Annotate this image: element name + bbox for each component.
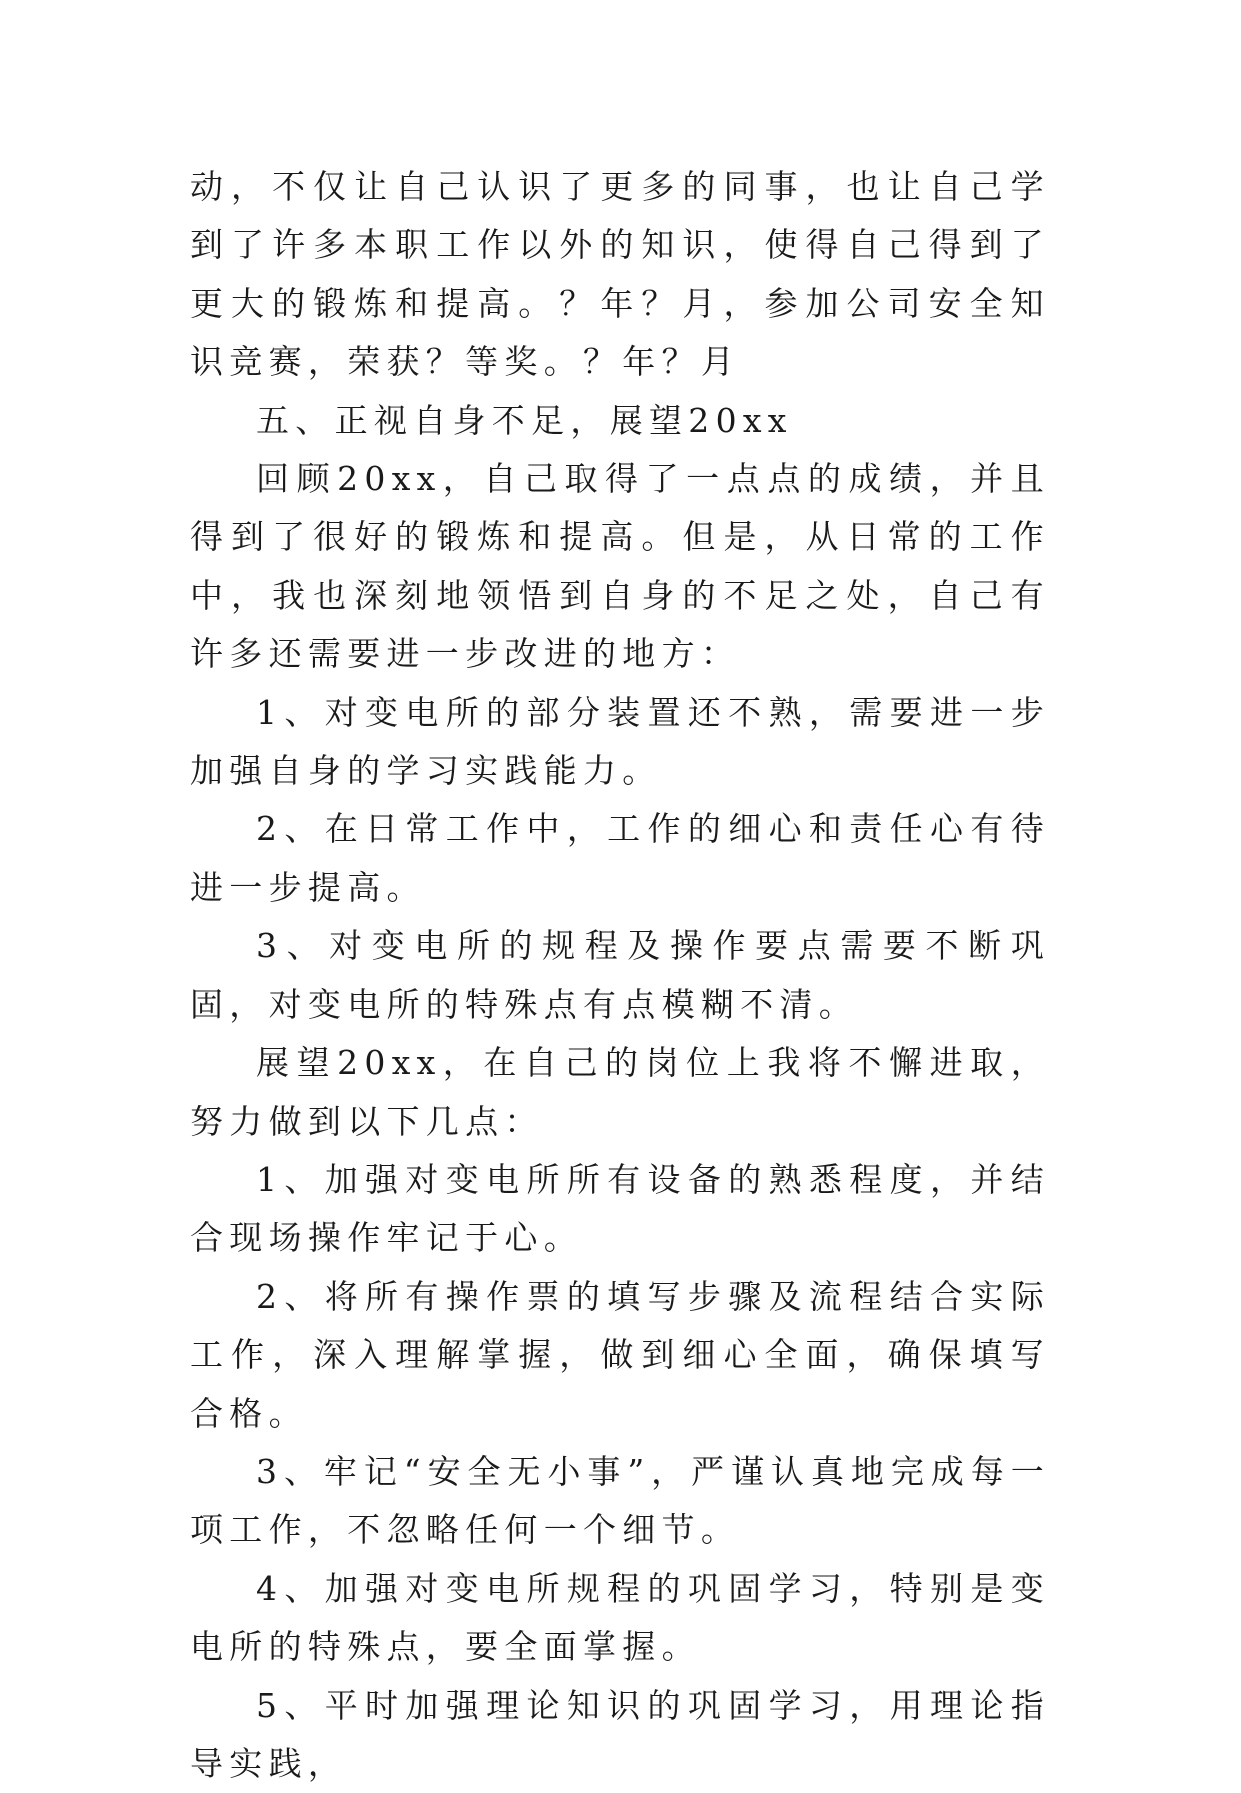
list-item-goal-5: 5、平时加强理论知识的巩固学习，用理论指导实践， [190,1685,1050,1783]
list-item-goal-1: 1、加强对变电所所有设备的熟悉程度，并结合现场操作牢记于心。 [190,1159,1050,1258]
list-item-shortcoming-3: 3、对变电所的规程及操作要点需要不断巩固，对变电所的特殊点有点模糊不清。 [190,926,1050,1024]
list-item-shortcoming-2: 2、在日常工作中，工作的细心和责任心有待进一步提高。 [190,809,1050,907]
list-item-goal-2: 2、将所有操作票的填写步骤及流程结合实际工作，深入理解掌握，做到细心全面，确保填写合格。 [190,1276,1050,1433]
paragraph-review: 回顾20xx，自己取得了一点点的成绩，并且得到了很好的锻炼和提高。但是，从日常的工作中，我也深刻地领悟到自身的不足之处，自己有许多还需要进一步改进的地方： [190,459,1050,674]
section-heading-five: 五、正视自身不足，展望20xx [256,400,793,440]
paragraph-continuation: 动，不仅让自己认识了更多的同事，也让自己学到了许多本职工作以外的知识，使得自己得到了更大的锻炼和提高。？年？月，参加公司安全知识竞赛，荣获？等奖。？年？月 [190,167,1050,382]
list-item-shortcoming-1: 1、对变电所的部分装置还不熟，需要进一步加强自身的学习实践能力。 [190,692,1050,791]
list-item-goal-3: 3、牢记“安全无小事”，严谨认真地完成每一项工作，不忽略任何一个细节。 [190,1451,1050,1550]
list-item-goal-4: 4、加强对变电所规程的巩固学习，特别是变电所的特殊点，要全面掌握。 [190,1568,1050,1667]
paragraph-outlook: 展望20xx，在自己的岗位上我将不懈进取，努力做到以下几点： [190,1043,1050,1141]
document-body [190,158,1050,1793]
